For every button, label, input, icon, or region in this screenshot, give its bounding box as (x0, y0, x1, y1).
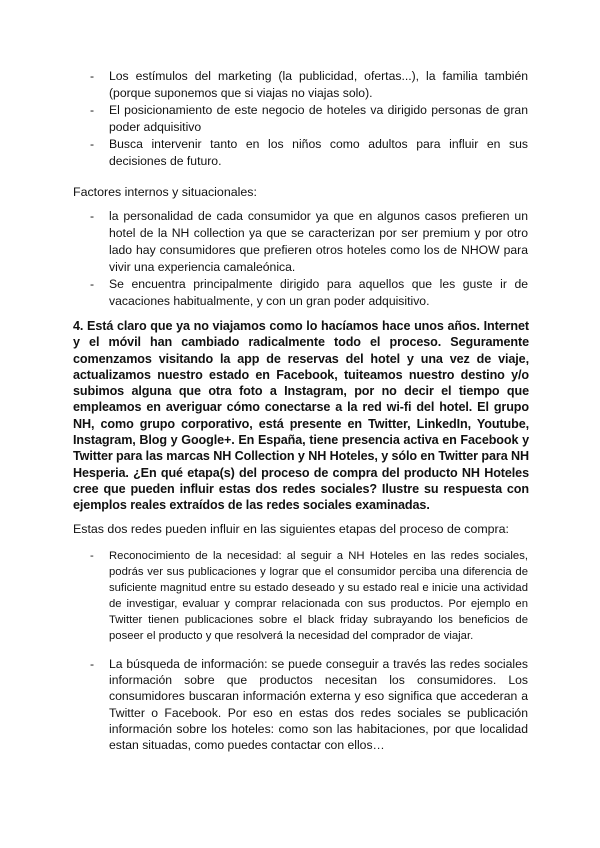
internal-factors-heading: Factores internos y situacionales: (73, 185, 257, 199)
internal-factors-list (72, 208, 528, 310)
list-item: - La búsqueda de información: se puede conseguir a través las redes sociales información sobre que productos necesitan los consumidores. Los consumidores buscaran información externa y eso significa que accederan a Twitter o Facebook. Por eso en estas dos redes sociales se publicación información sobre los hoteles: como son las habitaciones, por que localidad estan situadas, como puedes contactar con ellos… (72, 656, 528, 753)
stage-list-one (72, 549, 528, 644)
marketing-factors-list (72, 68, 528, 170)
list-item: - Los estímulos del marketing (la publicidad, ofertas...), la familia también (porque suponemos que si viajas no viajas solo). (72, 68, 528, 102)
list-item: - Reconocimiento de la necesidad: al seguir a NH Hoteles en las redes sociales, podrás ver sus publicaciones y lograr que el consumidor perciba una diferencia de suficiente magnitud entre su estado deseado y su estado real e inicie una actividad de investigar, evaluar y comprar relacionada con sus productos. Por ejemplo en Twitter tienen publicaciones sobre el black friday subrayando los beneficios de poseer el producto y que resolverá la necesidad del comprador de viajar. (72, 549, 528, 644)
list-item: - Se encuentra principalmente dirigido para aquellos que les guste ir de vacaciones habitualmente, y con un gran poder adquisitivo. (72, 276, 528, 310)
stage-list-two (72, 656, 528, 753)
list-item: - El posicionamiento de este negocio de hoteles va dirigido personas de gran poder adquisitivo (72, 102, 528, 136)
question-four: 4. Está claro que ya no viajamos como lo hacíamos hace unos años. Internet y el móvil han cambiado radicalmente todo el proceso. Seguramente comenzamos visitando la app de reservas del hotel y una vez de viaje, actualizamos nuestro estado en Facebook, tuiteamos nuestro destino y/o subimos alguna que otra foto a Instagram, por no decir el tiempo que empleamos en averiguar cómo conectarse a la red wi-fi del hotel. El grupo NH, como grupo corporativo, está presente en Twitter, LinkedIn, Youtube, Instagram, Blog y Google+. En España, tiene presencia activa en Facebook y Twitter para las marcas NH Collection y NH Hoteles, y sólo en Twitter para NH Hesperia. ¿En qué etapa(s) del proceso de compra del producto NH Hoteles cree que pueden influir estas dos redes sociales? Ilustre su respuesta con ejemplos reales extraídos de las redes sociales examinadas. (73, 319, 529, 513)
list-item: - la personalidad de cada consumidor ya que en algunos casos prefieren un hotel de la NH collection ya que se caracterizan por ser premium y por otro lado hay consumidores que prefieren otros hoteles como los de NHOW para vivir una experiencia camaleónica. (72, 208, 528, 276)
answer-intro: Estas dos redes pueden influir en las siguientes etapas del proceso de compra: (73, 522, 510, 536)
list-item: - Busca intervenir tanto en los niños como adultos para influir en sus decisiones de futuro. (72, 136, 528, 170)
